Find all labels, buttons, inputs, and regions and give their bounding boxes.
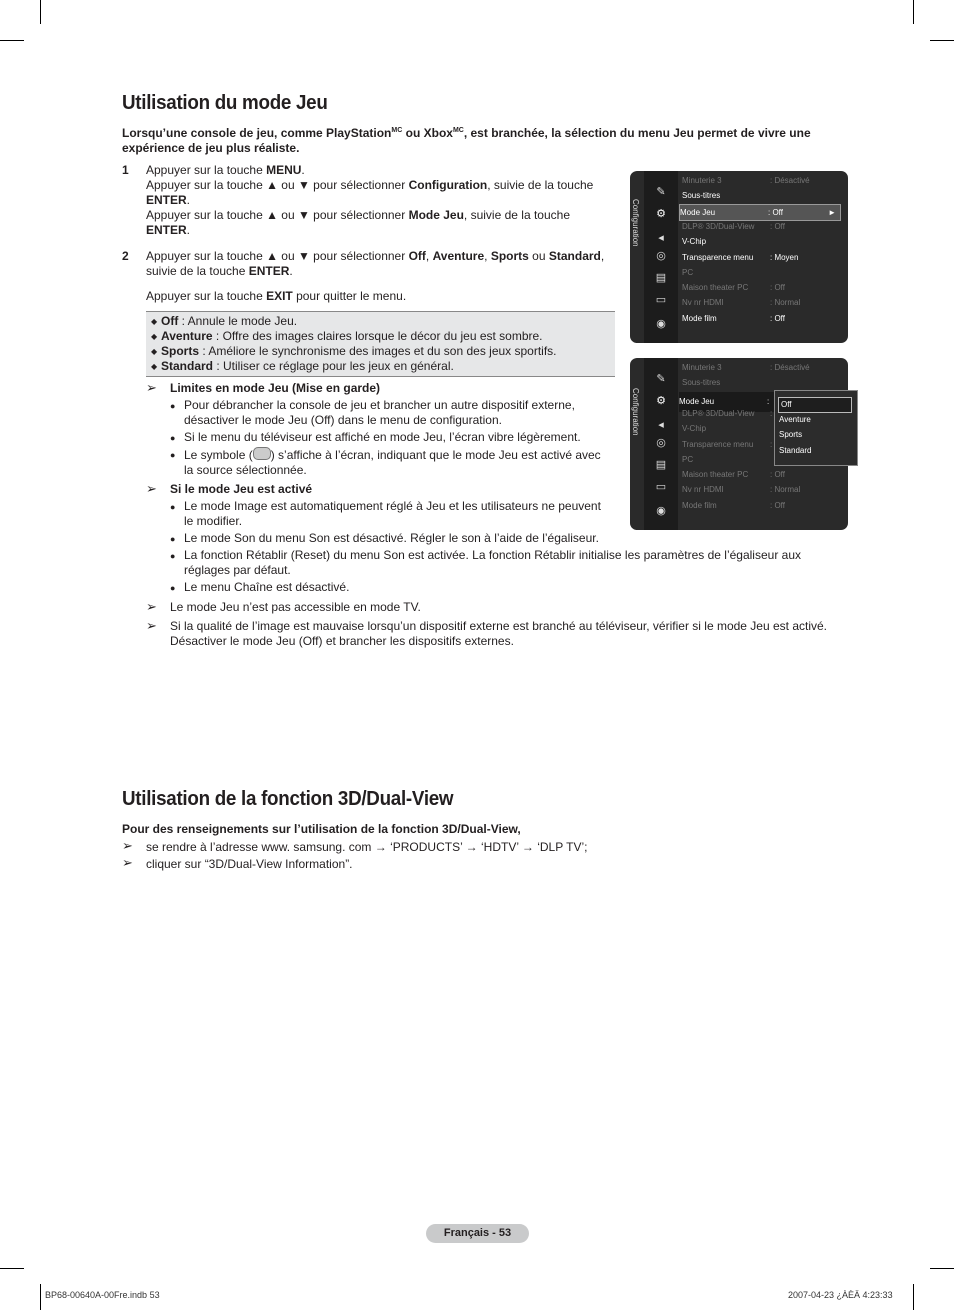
menu-row-label: PC [682, 454, 694, 464]
menu-row[interactable] [682, 295, 800, 310]
menu-row-label: V-Chip [682, 424, 707, 434]
menu-category-label: Configuration [631, 199, 640, 247]
bullet-icon: ● [170, 433, 176, 443]
bullet-icon: ● [170, 534, 176, 544]
menu-row-value: : Off [768, 207, 783, 217]
menu-row-label: Minuterie 3 [682, 363, 722, 372]
menu-row-value: : [770, 439, 773, 449]
crop-mark [913, 1284, 914, 1310]
screen-icon: ▭ [655, 294, 667, 306]
menu-row-label: Sous-titres [682, 191, 721, 201]
option-sports: ◆ Sports : Améliore le synchronisme des images et du son des jeux sportifs. [151, 344, 557, 358]
dropdown-option[interactable]: Off [778, 397, 852, 413]
game-controller-icon [253, 447, 271, 460]
section-title: Utilisation de la fonction 3D/Dual-View [122, 788, 454, 810]
channel-icon: ◎ [656, 437, 666, 449]
crop-mark [930, 40, 954, 41]
step-number: 2 [122, 249, 129, 263]
menu-row-label: Maison theater PC [682, 470, 749, 480]
picture-icon: ✎ [656, 186, 666, 198]
menu-row-value: : Désactivé [770, 363, 810, 372]
menu-row[interactable] [682, 188, 770, 203]
sound-icon: ◂ [658, 419, 664, 431]
menu-row[interactable] [682, 452, 770, 467]
menu-row-label: DLP® 3D/Dual-View [682, 221, 755, 231]
crop-mark [0, 1268, 24, 1269]
dropdown-option[interactable]: Aventure [779, 414, 811, 424]
crop-mark [913, 0, 914, 24]
crop-mark [0, 40, 24, 41]
menu-row-label: Nv nr HDMI [682, 298, 724, 308]
menu-row-label: Transparence menu [682, 439, 754, 449]
menu-row-value: : Désactivé [770, 176, 810, 185]
menu-row-label: V-Chip [682, 237, 707, 247]
note-text: Si la qualité de l’image est mauvaise lorsqu’un dispositif externe est branché au téléviseur, vérifier si le mode Jeu est activé. Désactiver le mode Jeu (Off) et brancher les dispositifs externes. [170, 619, 828, 648]
note-bullet: Le mode Image est automatiquement réglé à Jeu et les utilisateurs ne peuvent le modifier. [184, 499, 601, 528]
menu-row[interactable] [682, 265, 770, 280]
menu-row-value: : Off [770, 283, 785, 293]
menu-row-value: : Off [770, 221, 785, 231]
menu-row-label: PC [682, 267, 694, 277]
menu-row[interactable] [682, 173, 810, 188]
picture-icon: ✎ [656, 373, 666, 385]
channel-icon: ◎ [656, 250, 666, 262]
menu-row[interactable] [682, 406, 772, 421]
menu-row-label: Mode Jeu [679, 397, 715, 406]
section-subtitle: Pour des renseignements sur l’utilisation de la fonction 3D/Dual-View, [122, 822, 521, 836]
section-title: Utilisation du mode Jeu [122, 92, 328, 114]
menu-row-value: : [767, 397, 770, 406]
game-mode-dropdown [774, 390, 858, 466]
menu-row[interactable] [682, 311, 785, 326]
note-bullet: Le menu Chaîne est désactivé. [184, 580, 350, 594]
note-arrow-icon: ➢ [146, 618, 157, 633]
note-arrow-icon: ➢ [122, 838, 133, 853]
input-icon: ▤ [655, 272, 667, 284]
crop-mark [930, 1268, 954, 1269]
input-icon: ▤ [655, 459, 667, 471]
note-bullet: Pour débrancher la console de jeu et brancher un autre dispositif externe, désactiver le mode Jeu (Off) dans le menu de configuration. [184, 398, 575, 427]
menu-row-value: : Moyen [770, 252, 799, 262]
option-aventure: ◆ Aventure : Offre des images claires lorsque le décor du jeu est sombre. [151, 329, 543, 343]
menu-row-label: Mode Jeu [680, 207, 716, 217]
menu-row-value: : Off [770, 313, 785, 323]
menu-row[interactable] [682, 375, 770, 390]
right-arrow-icon: ► [828, 207, 836, 217]
setup-gear-icon: ⚙ [656, 395, 666, 407]
menu-row-label: Mode film [682, 313, 717, 323]
page-number-badge: Français - 53 [426, 1224, 529, 1243]
note-arrow-icon: ➢ [122, 855, 133, 870]
menu-row-label: DLP® 3D/Dual-View [682, 408, 755, 418]
note-arrow-icon: ➢ [146, 380, 157, 395]
note-title: Limites en mode Jeu (Mise en garde) [170, 381, 381, 395]
menu-row-label: Minuterie 3 [682, 176, 722, 185]
dropdown-option[interactable]: Standard [779, 445, 812, 455]
menu-row-value: : Off [770, 470, 785, 480]
note-arrow-icon: ➢ [146, 481, 157, 496]
instruction-line: se rendre à l’adresse www. samsung. com → ‘PRODUCTS’ → ‘HDTV’ → ‘DLP TV’; [146, 840, 588, 854]
crop-mark [40, 1284, 41, 1310]
dropdown-option[interactable]: Sports [779, 430, 803, 439]
menu-row-label: Maison theater PC [682, 283, 749, 293]
menu-row[interactable] [682, 421, 770, 436]
bullet-icon: ● [170, 450, 176, 460]
option-off: ◆ Off : Annule le mode Jeu. [151, 314, 298, 328]
menu-row-value: : [770, 408, 773, 418]
note-title: Si le mode Jeu est activé [170, 482, 313, 496]
bullet-icon: ● [170, 551, 176, 561]
support-icon: ◉ [656, 318, 666, 330]
tv-menu-screenshot [630, 171, 848, 343]
setup-gear-icon: ⚙ [656, 208, 666, 220]
menu-row-value: : Normal [770, 298, 801, 308]
menu-row-label: Transparence menu [682, 252, 754, 262]
screen-icon: ▭ [655, 481, 667, 493]
menu-row[interactable] [682, 250, 798, 265]
crop-mark [40, 0, 41, 24]
intro-paragraph: Lorsqu’une console de jeu, comme PlayStation$^{MC}$ ou Xbox$^{MC}$, est branchée, la sélection du menu Jeu permet de vivre une expérience de jeu plus réaliste. [122, 126, 811, 155]
note-arrow-icon: ➢ [146, 599, 157, 614]
note-bullet: Si le menu du téléviseur est affiché en mode Jeu, l’écran vibre légèrement. [184, 430, 581, 444]
print-file-name: BP68-00640A-00Fre.indb 53 [45, 1290, 160, 1300]
step-2-text: Appuyer sur la touche ▲ ou ▼ pour sélectionner Off, Aventure, Sports ou Standard, suivie de la touche ENTER. Appuyer sur la touche EXIT pour quitter le menu. [146, 249, 605, 303]
bullet-icon: ● [170, 583, 176, 593]
option-standard: ◆ Standard : Utiliser ce réglage pour les jeux en général. [151, 359, 454, 373]
menu-row-label: Sous-titres [682, 378, 721, 388]
menu-row[interactable] [682, 482, 800, 497]
note-text: Le mode Jeu n’est pas accessible en mode TV. [170, 600, 421, 614]
sound-icon: ◂ [658, 232, 664, 244]
step-number: 1 [122, 163, 129, 177]
note-bullet: Le symbole ( ) s’affiche à l’écran, indiquant que le mode Jeu est activé avec la source sélectionnée. [184, 448, 601, 477]
menu-row-label: Mode film [682, 500, 717, 510]
menu-row[interactable] [682, 234, 770, 249]
bullet-icon: ● [170, 401, 176, 411]
print-timestamp: 2007-04-23 ¿ÀÈÄ 4:23:33 [788, 1290, 893, 1300]
menu-row[interactable] [682, 498, 785, 513]
support-icon: ◉ [656, 505, 666, 517]
menu-row[interactable] [682, 219, 785, 234]
step-1-text: Appuyer sur la touche MENU. Appuyer sur la touche ▲ ou ▼ pour sélectionner Configuration, suivie de la touche ENTER. Appuyer sur la touche ▲ ou ▼ pour sélectionner Mode Jeu, suivie de la touche ENTER. [146, 163, 594, 237]
bullet-icon: ● [170, 502, 176, 512]
note-bullet: Le mode Son du menu Son est désactivé. Régler le son à l’aide de l’égaliseur. [184, 531, 599, 545]
menu-row-value: : Off [770, 500, 785, 510]
menu-row-label: Nv nr HDMI [682, 485, 724, 495]
menu-row[interactable] [682, 360, 810, 375]
menu-row[interactable] [682, 437, 772, 452]
menu-row-value: : Normal [770, 485, 801, 495]
instruction-line: cliquer sur “3D/Dual-View Information”. [146, 857, 353, 871]
note-bullet: La fonction Rétablir (Reset) du menu Son est activée. La fonction Rétablir initialise les paramètres de l’égaliseur aux réglages par défaut. [184, 548, 801, 577]
menu-row[interactable] [682, 280, 785, 295]
options-box [146, 311, 615, 377]
menu-category-label: Configuration [631, 388, 640, 436]
menu-row[interactable] [682, 467, 785, 482]
